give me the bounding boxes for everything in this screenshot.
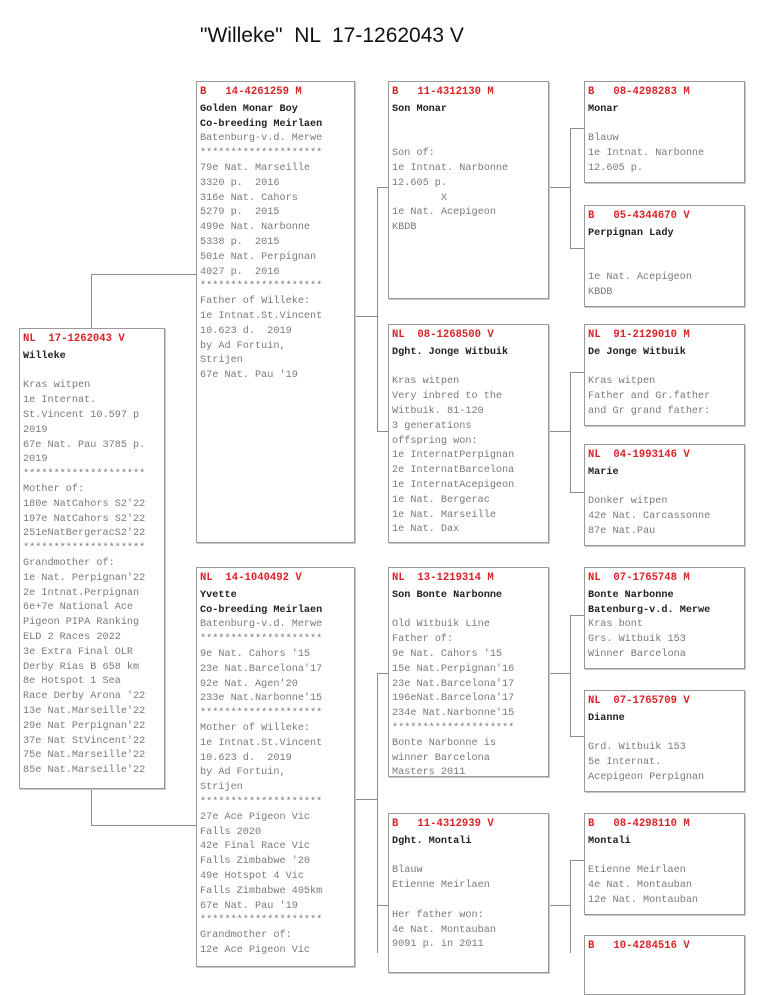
pedigree-card-sire[interactable] <box>196 81 355 543</box>
pedigree-text-line: 13e Nat.Marseille'22 <box>23 705 146 717</box>
pigeon-name: Dianne <box>588 712 625 724</box>
pedigree-text-line: 5338 p. 2015 <box>200 236 280 248</box>
pedigree-text-line: 1e InternatAcepigeon <box>392 479 515 491</box>
connector-line <box>570 248 585 249</box>
connector-line <box>548 905 570 906</box>
pigeon-name: Golden Monar Boy <box>200 103 298 115</box>
pedigree-text-line <box>588 481 741 496</box>
pedigree-text-line: Kras witpen <box>23 380 91 392</box>
pedigree-text-line: KBDB <box>588 286 613 298</box>
pigeon-name: Dght. Montali <box>392 835 472 847</box>
pedigree-text-line: Falls 2020 <box>200 826 262 838</box>
pedigree-text-line: by Ad Fortuin, <box>200 340 286 352</box>
pedigree-text-line: 1e Nat. Marseille <box>392 509 496 521</box>
ring-number: B 14-4261259 M <box>200 86 302 98</box>
pedigree-text-line: ******************** <box>23 469 146 481</box>
connector-line <box>548 431 570 432</box>
pedigree-text-line: Father and Gr.father <box>588 391 711 403</box>
pigeon-name: Son Monar <box>392 103 448 115</box>
pedigree-text-line: ******************** <box>200 281 323 293</box>
ring-number: NL 14-1040492 V <box>200 572 302 584</box>
pedigree-text-line: Batenburg-v.d. Merwe <box>200 133 323 145</box>
connector-line <box>354 799 377 800</box>
pedigree-card-dam-dam[interactable] <box>388 813 549 973</box>
pedigree-text-line: 23e Nat.Barcelona'17 <box>392 678 515 690</box>
pedigree-text-line: Grs. Witbuik 153 <box>588 634 686 646</box>
pedigree-text-line: 4e Nat. Montauban <box>392 924 496 936</box>
pedigree-text-line: 79e Nat. Marseille <box>200 162 311 174</box>
pedigree-text-line <box>392 894 545 909</box>
connector-line <box>91 274 92 328</box>
pedigree-card-sire-dam[interactable] <box>388 324 549 543</box>
ring-number: B 08-4298283 M <box>588 86 690 98</box>
pedigree-text-line <box>392 361 545 376</box>
connector-line <box>354 316 377 317</box>
pedigree-text-line: 9e Nat. Cahors '15 <box>392 648 503 660</box>
pedigree-text-line: Strijen <box>200 355 243 367</box>
connector-line <box>570 736 585 737</box>
pedigree-text-line: Etienne Meirlaen <box>392 880 490 892</box>
connector-line <box>91 825 196 826</box>
pedigree-text-line <box>588 242 741 257</box>
pedigree-text-line: 5279 p. 2015 <box>200 207 280 219</box>
pedigree-text-line: 3320 p. 2016 <box>200 177 280 189</box>
pedigree-text-line: ******************** <box>200 915 323 927</box>
pedigree-text-line: ******************** <box>200 796 323 808</box>
ring-number: NL 91-2129010 M <box>588 329 690 341</box>
pedigree-text-line: 87e Nat.Pau <box>588 525 656 537</box>
pigeon-name: Yvette <box>200 589 237 601</box>
pedigree-text-line: 12e Ace Pigeon Vic <box>200 944 311 956</box>
pedigree-text-line: 9091 p. in 2011 <box>392 939 484 951</box>
pedigree-text-line: Mother of Willeke: <box>200 722 311 734</box>
pedigree-text-line: 5e Internat. <box>588 757 662 769</box>
pigeon-breeder: Co-breeding Meirlaen <box>200 604 323 616</box>
pedigree-text-line: 1e Internat. <box>23 395 97 407</box>
pedigree-text-line: 1e Nat. Perpignan'22 <box>23 572 146 584</box>
pedigree-text-line: 1e Intnat. Narbonne <box>392 162 509 174</box>
pedigree-text-line: Winner Barcelona <box>588 648 686 660</box>
connector-line <box>570 860 585 861</box>
ring-number: B 11-4312130 M <box>392 86 494 98</box>
pedigree-text-line: 85e Nat.Marseille'22 <box>23 765 146 777</box>
pedigree-text-line: Race Derby Arona '22 <box>23 691 146 703</box>
pedigree-text-line <box>588 256 741 271</box>
pedigree-text-line: 37e Nat StVincent'22 <box>23 735 146 747</box>
pedigree-text-line: 75e Nat.Marseille'22 <box>23 750 146 762</box>
pigeon-name: Monar <box>588 103 619 115</box>
pedigree-text-line: Kras witpen <box>392 376 460 388</box>
pigeon-name: Willeke <box>23 350 66 362</box>
pedigree-text-line: 4027 p. 2016 <box>200 266 280 278</box>
pedigree-text-line: Etienne Meirlaen <box>588 865 686 877</box>
connector-line <box>91 788 92 826</box>
pigeon-name: De Jonge Witbuik <box>588 346 686 358</box>
pedigree-text-line <box>588 361 741 376</box>
pedigree-text-line: 251eNatBergeracS2'22 <box>23 528 146 540</box>
pedigree-text-line: Father of Willeke: <box>200 296 311 308</box>
pedigree-text-line <box>588 727 741 742</box>
pedigree-card-dd-dam[interactable] <box>584 935 745 995</box>
pedigree-text-line: 501e Nat. Perpignan <box>200 251 317 263</box>
page-title: "Willeke" NL 17-1262043 V <box>200 24 464 47</box>
pedigree-text-line: Masters 2011 <box>392 767 466 777</box>
connector-line <box>570 128 571 249</box>
pedigree-text-line: 499e Nat. Narbonne <box>200 222 311 234</box>
pedigree-text-line: Grandmother of: <box>200 930 292 942</box>
pedigree-text-line: 67e Nat. Pau 3785 p. <box>23 439 146 451</box>
ring-number: NL 17-1262043 V <box>23 333 125 345</box>
pedigree-text-line: Acepigeon Perpignan <box>588 771 705 783</box>
pedigree-text-line: 3e Extra Final OLR <box>23 646 134 658</box>
connector-line <box>570 372 585 373</box>
pedigree-text-line <box>392 132 545 147</box>
pedigree-text-line: Grandmother of: <box>23 557 115 569</box>
ring-number: NL 07-1765709 V <box>588 695 690 707</box>
pedigree-text-line: Falls Zimbabwe '20 <box>200 856 311 868</box>
pedigree-text-line: Blauw <box>392 865 423 877</box>
ring-number: NL 04-1993146 V <box>588 449 690 461</box>
pedigree-text-line: 29e Nat Perpignan'22 <box>23 720 146 732</box>
connector-line <box>570 615 571 737</box>
pedigree-text-line: 12.605 p. <box>392 177 448 189</box>
pedigree-text-line: 1e InternatPerpignan <box>392 450 515 462</box>
pedigree-text-line: ******************** <box>392 722 515 734</box>
pedigree-card-ds-dam[interactable] <box>584 690 745 792</box>
pedigree-text-line: Batenburg-v.d. Merwe <box>200 619 323 631</box>
connector-line <box>570 372 571 493</box>
pedigree-text-line: winner Barcelona <box>392 752 490 764</box>
connector-line <box>91 274 196 275</box>
pigeon-name: Marie <box>588 466 619 478</box>
pedigree-text-line: Witbuik. 81-120 <box>392 405 484 417</box>
pedigree-text-line: ******************** <box>200 148 323 160</box>
pedigree-text-line: 197e NatCahors S2'22 <box>23 513 146 525</box>
pigeon-breeder: Batenburg-v.d. Merwe <box>588 604 711 616</box>
ring-number: B 08-4298110 M <box>588 818 690 830</box>
pedigree-text-line: 27e Ace Pigeon Vic <box>200 811 311 823</box>
pedigree-text-line: 233e Nat.Narbonne'15 <box>200 693 323 705</box>
pedigree-card-sd-sire[interactable] <box>584 324 745 426</box>
pedigree-text-line: 67e Nat. Pau '19 <box>200 370 298 382</box>
pedigree-card-ss-dam[interactable] <box>584 205 745 307</box>
pedigree-text-line: Bonte Narbonne is <box>392 737 496 749</box>
pedigree-text-line: Falls Zimbabwe 405km <box>200 885 323 897</box>
pedigree-text-line: 42e Nat. Carcassonne <box>588 511 711 523</box>
pedigree-text-line: 92e Nat. Agen'20 <box>200 678 298 690</box>
pedigree-text-line: 49e Hotspot 4 Vic <box>200 870 304 882</box>
pedigree-card-dd-sire[interactable] <box>584 813 745 915</box>
pedigree-text-line: 42e Final Race Vic <box>200 841 311 853</box>
pedigree-card-ds-sire[interactable] <box>584 567 745 669</box>
pedigree-text-line: 12e Nat. Montauban <box>588 894 699 906</box>
pedigree-text-line: 10.623 d. 2019 <box>200 752 292 764</box>
pedigree-text-line: 2e Intnat.Perpignan <box>23 587 140 599</box>
pedigree-text-line: 1e Nat. Acepigeon <box>588 272 692 284</box>
pedigree-text-line: 234e Nat.Narbonne'15 <box>392 708 515 720</box>
pedigree-text-line: 9e Nat. Cahors '15 <box>200 648 311 660</box>
connector-line <box>570 860 571 953</box>
pedigree-text-line: 1e Nat. Bergerac <box>392 494 490 506</box>
pedigree-text-line: Mother of: <box>23 483 85 495</box>
pedigree-text-line: 316e Nat. Cahors <box>200 192 298 204</box>
connector-line <box>377 673 378 953</box>
pedigree-text-line <box>588 118 741 133</box>
pedigree-text-line: 8e Hotspot 1 Sea <box>23 676 121 688</box>
pigeon-name: Bonte Narbonne <box>588 589 674 601</box>
connector-line <box>570 615 585 616</box>
pedigree-text-line: Son of: <box>392 148 435 160</box>
pedigree-text-line: Very inbred to the <box>392 391 503 403</box>
ring-number: NL 08-1268500 V <box>392 329 494 341</box>
pedigree-text-line: 10.623 d. 2019 <box>200 325 292 337</box>
pedigree-text-line: 1e Intnat.St.Vincent <box>200 737 323 749</box>
connector-line <box>377 187 378 432</box>
pedigree-text-line: 1e Nat. Dax <box>392 524 460 536</box>
pigeon-name: Montali <box>588 835 631 847</box>
pedigree-text-line: 1e Intnat. Narbonne <box>588 148 705 160</box>
pedigree-card-sd-dam[interactable] <box>584 444 745 546</box>
pigeon-name: Dght. Jonge Witbuik <box>392 346 509 358</box>
pedigree-card-sire-sire[interactable] <box>388 81 549 299</box>
pedigree-text-line: Derby Rias B 658 km <box>23 661 140 673</box>
pedigree-text-line: Donker witpen <box>588 496 668 508</box>
pedigree-text-line: Grd. Witbuik 153 <box>588 742 686 754</box>
ring-number: NL 13-1219314 M <box>392 572 494 584</box>
pedigree-text-line: 2019 <box>23 454 48 466</box>
pedigree-text-line: 1e Intnat.St.Vincent <box>200 310 323 322</box>
connector-line <box>570 492 585 493</box>
pedigree-text-line: offspring won: <box>392 435 478 447</box>
pedigree-text-line: ******************** <box>23 543 146 555</box>
ring-number: B 11-4312939 V <box>392 818 494 830</box>
pedigree-text-line: Strijen <box>200 782 243 794</box>
pigeon-breeder: Co-breeding Meirlaen <box>200 118 323 130</box>
pedigree-text-line: ******************** <box>200 634 323 646</box>
pedigree-text-line <box>392 604 545 619</box>
pedigree-text-line: 180e NatCahors S2'22 <box>23 498 146 510</box>
pedigree-text-line: X <box>392 192 448 204</box>
pedigree-text-line <box>392 850 545 865</box>
pedigree-text-line: Kras bont <box>588 619 644 631</box>
pedigree-text-line: St.Vincent 10.597 p <box>23 409 140 421</box>
ring-number: NL 07-1765748 M <box>588 572 690 584</box>
pedigree-card-ss-sire[interactable] <box>584 81 745 183</box>
pedigree-text-line: Blauw <box>588 133 619 145</box>
pedigree-text-line: and Gr grand father: <box>588 405 711 417</box>
ring-number: B 10-4284516 V <box>588 940 690 952</box>
pigeon-name: Perpignan Lady <box>588 227 674 239</box>
pedigree-text-line: KBDB <box>392 222 417 234</box>
pedigree-text-line: 1e Nat. Acepigeon <box>392 207 496 219</box>
pedigree-text-line: 2019 <box>23 424 48 436</box>
pedigree-card-subject[interactable] <box>19 328 165 789</box>
pedigree-text-line: Her father won: <box>392 909 484 921</box>
pedigree-text-line: 6e+7e National Ace <box>23 602 134 614</box>
pedigree-text-line: Father of: <box>392 634 454 646</box>
connector-line <box>548 187 570 188</box>
pedigree-text-line: 2e InternatBarcelona <box>392 465 515 477</box>
pedigree-card-dam-sire[interactable] <box>388 567 549 777</box>
pedigree-text-line: 4e Nat. Montauban <box>588 880 692 892</box>
connector-line <box>548 673 570 674</box>
pedigree-text-line: Pigeon PIPA Ranking <box>23 617 140 629</box>
pedigree-text-line: 12.605 p. <box>588 162 644 174</box>
pedigree-text-line <box>392 118 545 133</box>
pedigree-text-line: Kras witpen <box>588 376 656 388</box>
pedigree-text-line: 23e Nat.Barcelona'17 <box>200 663 323 675</box>
pedigree-text-line: by Ad Fortuin, <box>200 767 286 779</box>
pedigree-text-line: Old Witbuik Line <box>392 619 490 631</box>
pedigree-text-line: 67e Nat. Pau '19 <box>200 900 298 912</box>
pedigree-text-line <box>23 365 161 380</box>
pedigree-text-line: 3 generations <box>392 420 472 432</box>
pedigree-text-line: 15e Nat.Perpignan'16 <box>392 663 515 675</box>
ring-number: B 05-4344670 V <box>588 210 690 222</box>
pedigree-text-line <box>588 850 741 865</box>
pedigree-text-line: ELD 2 Races 2022 <box>23 631 121 643</box>
pedigree-text-line: ******************** <box>200 708 323 720</box>
pigeon-name: Son Bonte Narbonne <box>392 589 503 601</box>
connector-line <box>570 128 585 129</box>
pedigree-card-dam[interactable] <box>196 567 355 967</box>
pedigree-text-line: 196eNat.Barcelona'17 <box>392 693 515 705</box>
